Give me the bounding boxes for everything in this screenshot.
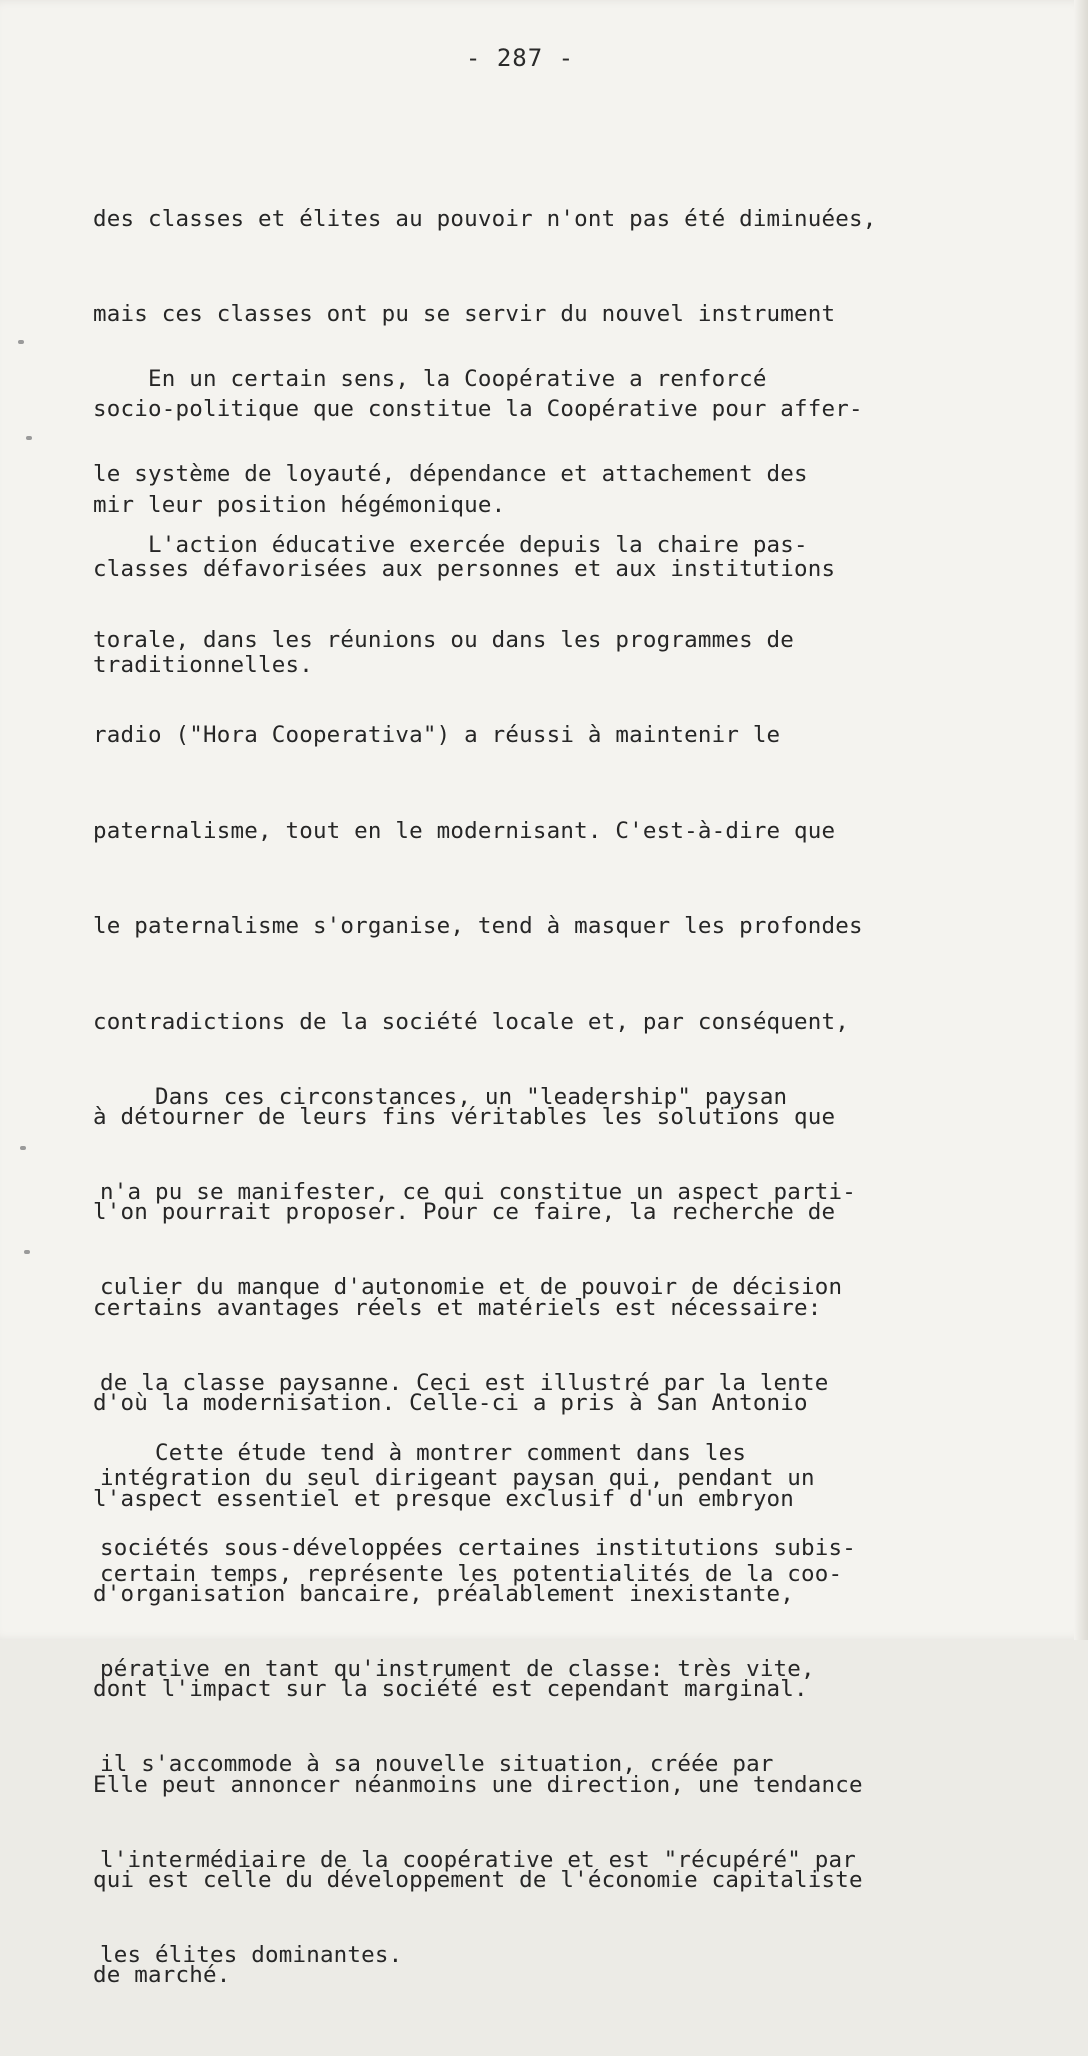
text-line: des classes et élites au pouvoir n'ont pas été diminuées, <box>93 205 877 232</box>
text-line: Elle peut annoncer néanmoins une direction, une tendance <box>93 1771 863 1798</box>
text-line: radio ("Hora Cooperativa") a réussi à maintenir le <box>93 722 781 749</box>
text-line: n'a pu se manifester, ce qui constitue un aspect parti- <box>100 1178 857 1205</box>
text-line: d'où la modernisation. Celle-ci a pris à San Antonio <box>93 1390 808 1417</box>
text-line: pérative en tant qu'instrument de classe: très vite, <box>100 1655 815 1682</box>
text-line: intégration du seul dirigeant paysan qui, pendant un <box>100 1465 815 1492</box>
text-line: socio-politique que constitue la Coopérative pour affer- <box>93 396 863 423</box>
scan-speck <box>24 1250 30 1254</box>
text-line: de la classe paysanne. Ceci est illustré par la lente <box>100 1369 829 1396</box>
scan-speck <box>18 340 24 344</box>
page-edge-shadow <box>1074 0 1088 1640</box>
text-line: l'aspect essentiel et presque exclusif d'un embryon <box>93 1485 795 1512</box>
text-line: Cette étude tend à montrer comment dans les <box>100 1439 747 1466</box>
text-line: torale, dans les réunions ou dans les programmes de <box>93 626 795 653</box>
text-line: mir leur position hégémonique. <box>93 491 506 518</box>
text-line: d'organisation bancaire, préalablement inexistante, <box>93 1580 795 1607</box>
text-line: L'action éducative exercée depuis la chaire pas- <box>93 531 808 558</box>
text-line: qui est celle du développement de l'économie capitaliste <box>93 1867 863 1894</box>
paragraph-5 <box>100 1374 856 1628</box>
scan-speck <box>26 436 32 440</box>
text-line: culier du manque d'autonomie et de pouvoir de décision <box>100 1274 843 1301</box>
text-line: il s'accommode à sa nouvelle situation, créée par <box>100 1751 774 1778</box>
text-line: classes défavorisées aux personnes et aux institutions <box>93 556 836 583</box>
text-line: les élites dominantes. <box>100 1942 403 1969</box>
text-line: certains avantages réels et matériels est nécessaire: <box>93 1294 822 1321</box>
text-line: contradictions de la société locale et, par conséquent, <box>93 1008 850 1035</box>
text-line: En un certain sens, la Coopérative a renforcé <box>93 365 767 392</box>
text-line: le système de loyauté, dépendance et attachement des <box>93 460 808 487</box>
text-line: l'on pourrait proposer. Pour ce faire, la recherche de <box>93 1199 836 1226</box>
text-line: traditionnelles. <box>93 651 313 678</box>
text-line: à détourner de leurs fins véritables les solutions que <box>93 1103 836 1130</box>
text-line: paternalisme, tout en le modernisant. C'est-à-dire que <box>93 817 836 844</box>
text-line: certain temps, représente les potentialités de la coo- <box>100 1560 843 1587</box>
page-number: - 287 - <box>465 44 575 72</box>
text-line: Dans ces circonstances, un "leadership" paysan <box>100 1083 788 1110</box>
text-line: sociétés sous-développées certaines institutions subis- <box>100 1534 857 1561</box>
text-line: dont l'impact sur la société est cependant marginal. <box>93 1676 808 1703</box>
text-line: de marché. <box>93 1962 231 1989</box>
text-line: l'intermédiaire de la coopérative et est "récupéré" par <box>100 1846 857 1873</box>
scan-speck <box>20 1146 26 1150</box>
text-line: le paternalisme s'organise, tend à masquer les profondes <box>93 913 863 940</box>
text-line: mais ces classes ont pu se servir du nouvel instrument <box>93 300 836 327</box>
